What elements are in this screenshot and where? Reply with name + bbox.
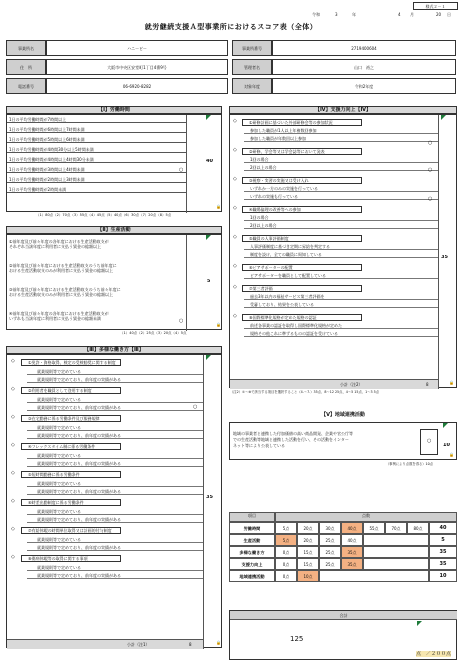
s4-item-mark: ◇ — [233, 284, 237, 290]
row-divider — [244, 220, 438, 221]
s4-item-7: ⑦第三者評価 — [242, 285, 362, 292]
s3-item-5-sub-1: 就業規則等で定めている — [37, 481, 81, 486]
s4-item-mark: ◇ — [233, 176, 237, 182]
s3-item-6-sub-2: 就業規則等で定めており、前年度の実績がある — [37, 517, 121, 522]
s4-header: 【Ⅳ】支援力向上【Ⅳ】 — [229, 106, 457, 114]
table-cell: 40点 — [341, 534, 363, 546]
table-cell: 25点 — [319, 558, 341, 570]
row-divider — [27, 494, 203, 495]
table-row-label: 労働時間 — [229, 522, 275, 534]
table-row-value: 35 — [429, 546, 457, 558]
s3-item-7: ⑦有給休暇の時間単位取得又は計画的付与制度 — [21, 527, 121, 534]
row-divider — [244, 141, 438, 142]
s2-row-2: ②前年度及び前々年度における生産活動収支のうち前年度に おける生産活動収支のみが利用者に支払う賃金の総額以上 — [9, 263, 117, 273]
table-cell: 25点 — [319, 546, 341, 558]
s3-item-1-sub-1: 就業規則等で定めている — [37, 369, 81, 374]
s3-item-2-sub-2: 就業規則等で定めており、前年度の実績がある — [37, 405, 121, 410]
s3-item-mark: ◇ — [11, 526, 15, 532]
row-divider — [244, 191, 438, 192]
table-cell: 25点 — [319, 534, 341, 546]
row-divider — [27, 430, 203, 431]
s3-item-8-sub-1: 就業規則等で定めている — [37, 565, 81, 570]
s4-item-5-sub-1: 人事評価制度に基づき定期に昇給を判定する — [250, 244, 330, 249]
address-label: 住 所 — [6, 59, 46, 75]
s2-row-1: ①前年度及び前々年度の各年度における生産活動収支が それぞれ当該年度に利用者に支払う賃金の総額以上 — [9, 239, 109, 249]
s1-row-3: 1日の平均労働時間が5時間以上6時間未満 — [7, 137, 186, 143]
row-divider — [27, 486, 203, 487]
row-divider — [244, 162, 438, 163]
s3-item-7-sub-1: 就業規則等で定めている — [37, 537, 81, 542]
s4-item-mark: ◇ — [233, 234, 237, 240]
table-cell: 5点 — [275, 522, 297, 534]
s4-item-1-sub-2: 参加した職員が年数回以上参加 — [250, 136, 306, 141]
cell-corner-marker — [206, 115, 211, 120]
s4-item-mark: ◇ — [233, 118, 237, 124]
s4-score: 35 — [441, 255, 448, 260]
s3-item-mark: ◇ — [11, 358, 15, 364]
name-value: ハニービー — [46, 40, 228, 56]
table-row-label: 地域連携活動 — [229, 570, 275, 582]
s3-item-6-sub-1: 就業規則等で定めている — [37, 509, 81, 514]
s2-row-3: ③前年度及び前々年度における生産活動収支のうち前々年度に おける生産活動収支のみが利用者に支払う賃金の総額以上 — [9, 287, 121, 297]
s1-row-1: 1日の平均労働時間が7時間以上 — [7, 117, 186, 123]
s2-check-mark: ○ — [179, 318, 184, 324]
total-max: 点 ／２００点 — [416, 651, 452, 657]
table-cell: 30点 — [319, 522, 341, 534]
s5-text-3: ネット等により公表している — [233, 443, 285, 448]
col-item-header: 項目 — [229, 512, 275, 522]
s1-header: 【Ⅰ】労働時間 — [6, 106, 222, 114]
s1-legend: （1）80点（2）70点（3）55点（4）45点（5）40点（6）30点（7）20点（8）5点 — [36, 213, 172, 217]
s4-check-mark: ○ — [428, 140, 433, 146]
address-value: 大阪市中央区安堂町1丁目4番9号 — [46, 59, 228, 75]
s4-check-mark: ○ — [428, 167, 433, 173]
row-divider — [27, 382, 203, 383]
s3-body — [6, 354, 222, 648]
table-cell: 70点 — [385, 522, 407, 534]
s2-body — [6, 234, 222, 330]
s4-item-5-sub-2: 制度を設け、全ての職員に周知している — [250, 252, 322, 257]
row-divider — [27, 466, 203, 467]
s1-rows — [7, 115, 187, 213]
table-cell: 15点 — [297, 546, 319, 558]
s3-item-mark: ◇ — [11, 386, 15, 392]
table-cell-empty — [363, 546, 429, 558]
row-divider — [27, 578, 203, 579]
s4-item-1: ①研修計画に基づいた外部研修会等の参加状況 — [242, 119, 362, 126]
s3-subtotal-label: 小計（注1） — [127, 642, 150, 647]
table-row-value: 5 — [429, 534, 457, 546]
year-label: 対象年度 — [232, 78, 272, 94]
s4-item-3: ③視察・実習の実施又は受け入れ — [242, 177, 362, 184]
row-divider — [244, 257, 438, 258]
table-cell: 20点 — [297, 522, 319, 534]
total-box — [229, 610, 457, 660]
date-year: 3 — [335, 12, 338, 17]
phone-value: 06-6920-8282 — [46, 78, 228, 94]
s4-item-5: ⑤職員の人事評価制度 — [242, 235, 362, 242]
s1-check-mark: ○ — [179, 167, 184, 173]
s4-item-8-sub-1: 前述各事業の認証を取得し国際標準化規格が定めた — [250, 323, 342, 328]
row-divider — [244, 328, 438, 329]
lock-icon: 🔒 — [216, 322, 221, 327]
name-label: 事業所名 — [6, 40, 46, 56]
table-row-value: 35 — [429, 558, 457, 570]
row-divider — [244, 299, 438, 300]
lock-icon: 🔒 — [216, 204, 221, 209]
info-right — [232, 40, 456, 94]
s4-subtotal-value: 8 — [426, 382, 429, 387]
s5-body — [229, 422, 457, 460]
s3-item-mark: ◇ — [11, 498, 15, 504]
table-cell: 20点 — [297, 534, 319, 546]
date-year-unit: 年 — [352, 12, 356, 17]
info-left — [6, 40, 228, 94]
table-row-label: 支援力向上 — [229, 558, 275, 570]
table-cell: 5点 — [275, 534, 297, 546]
manager-label: 管理者名 — [232, 59, 272, 75]
cell-corner-marker — [206, 235, 211, 240]
row-divider — [244, 336, 438, 337]
page-title: 就労継続支援Ａ型事業所におけるスコア表（全体） — [144, 23, 318, 31]
s1-body — [6, 114, 222, 212]
s4-body — [229, 114, 457, 388]
year-value: 令和2年度 — [272, 78, 456, 94]
s3-header: 【Ⅲ】多様な働き方【Ⅲ】 — [6, 346, 222, 354]
row-divider — [27, 514, 203, 515]
s4-item-6-sub-1: ピアサポーターを職員として配置している — [250, 273, 326, 278]
s4-item-4-sub-2: 2回以上の場合 — [250, 223, 277, 228]
s4-item-4: ④職場倫理の改善等への参加 — [242, 206, 362, 213]
s3-check-mark: ○ — [193, 404, 198, 410]
s2-row-4: ④前年度及び前々年度の各年度における生産活動収支が いずれも当該年度に利用者に支払う賃金の総額未満 — [9, 311, 109, 321]
row-divider — [27, 522, 203, 523]
s4-note: （注2）①～⑧で該当する項目を選択すること（4.～7.）35点、8～12 25点、4～5 15点、1～3 5点 — [230, 390, 380, 394]
s4-item-2: ②研修、学会等又は学会誌等において発表 — [242, 148, 362, 155]
s4-item-4-sub-1: 1回の場合 — [250, 215, 269, 220]
s3-item-8-sub-2: 就業規則等で定めており、前年度の実績がある — [37, 573, 121, 578]
table-row-label: 多様な働き方 — [229, 546, 275, 558]
s3-item-4-sub-1: 就業規則等で定めている — [37, 453, 81, 458]
s3-item-4: ④フレックスタイム制に係る労働条件 — [21, 443, 121, 450]
number-label: 事業所番号 — [232, 40, 272, 56]
s3-score: 35 — [206, 495, 213, 500]
table-cell: 35点 — [341, 546, 363, 558]
date-era: 令和 — [312, 12, 320, 17]
row-divider — [244, 228, 438, 229]
s4-item-2-sub-2: 2回以上の場合 — [250, 165, 277, 170]
row-divider — [244, 249, 438, 250]
table-cell: 0点 — [275, 570, 297, 582]
table-cell: 40点 — [341, 522, 363, 534]
cell-corner-marker — [443, 423, 448, 428]
s3-subtotal-row — [7, 639, 203, 649]
table-row-label: 生産活動 — [229, 534, 275, 546]
row-divider — [244, 307, 438, 308]
row-divider — [27, 410, 203, 411]
s5-text-2: での生産活動等地域と連携した活動を行い、その活動をインター — [233, 437, 349, 442]
s4-item-2-sub-1: 1回の場合 — [250, 157, 269, 162]
table-cell: 80点 — [407, 522, 429, 534]
s2-legend: （1）40点（2）25点（3）20点（4）5点 — [120, 331, 187, 335]
s4-check-mark: ○ — [428, 196, 433, 202]
row-divider — [244, 133, 438, 134]
s4-item-7-sub-1: 過去3年以内の福祉サービス第三者評価を — [250, 294, 325, 299]
row-divider — [27, 542, 203, 543]
row-divider — [27, 550, 203, 551]
s3-item-3-sub-2: 就業規則等で定めており、前年度の実績がある — [37, 433, 121, 438]
s4-item-3-sub-1: いずれか一方のみの実施を行っている — [250, 186, 318, 191]
s3-item-5: ⑤短時間勤務に係る労働条件 — [21, 471, 121, 478]
s4-item-6: ⑥ピアサポーターの配置 — [242, 264, 362, 271]
s4-item-mark: ◇ — [233, 263, 237, 269]
table-row-value: 40 — [429, 522, 457, 534]
sheet-tag: 様式２－１ — [413, 2, 458, 10]
s1-score: 40 — [206, 159, 213, 164]
s2-score: 5 — [207, 279, 211, 284]
s4-item-mark: ◇ — [233, 313, 237, 319]
total-value: 125 — [290, 635, 304, 643]
s4-subtotal-row — [230, 379, 438, 389]
total-label: 合計 — [230, 611, 457, 620]
row-divider — [244, 278, 438, 279]
s5-text-1: 地域の事業者と連携した付加価値の高い商品開発、企業や官公庁等 — [233, 431, 353, 436]
s1-row-4: 1日の平均労働時間が4時間30分以上5時間未満 — [7, 147, 186, 153]
s4-item-8: ⑧国際標準化規格が定めた規格の認証 — [242, 314, 362, 321]
s3-item-4-sub-2: 就業規則等で定めており、前年度の実績がある — [37, 461, 121, 466]
s3-item-1: ①免許・資格取得、検定の受検勧奨に関する制度 — [21, 359, 121, 366]
row-divider — [27, 438, 203, 439]
cell-corner-marker — [417, 621, 422, 626]
table-cell-empty — [319, 570, 429, 582]
number-value: 2719400604 — [272, 40, 456, 56]
s3-item-8: ⑧傷病休暇等の取得に関する事項 — [21, 555, 121, 562]
manager-value: 山口 裕之 — [272, 59, 456, 75]
row-divider — [27, 458, 203, 459]
table-cell: 15点 — [297, 558, 319, 570]
s1-row-5: 1日の平均労働時間が4時間以上4時間30分未満 — [7, 157, 186, 163]
s1-row-8: 1日の平均労働時間が2時間未満 — [7, 187, 186, 193]
table-cell: 35点 — [341, 558, 363, 570]
s4-item-8-sub-2: 規格その他これに準ずるものの認証を受けている — [250, 331, 338, 336]
row-divider — [27, 402, 203, 403]
summary-table — [229, 512, 457, 584]
s3-item-2-sub-1: 就業規則等で定めている — [37, 397, 81, 402]
s3-subtotal-value: 8 — [189, 642, 192, 647]
s4-item-3-sub-2: いずれの実施も行っている — [250, 194, 298, 199]
s3-item-mark: ◇ — [11, 554, 15, 560]
s5-legend: （事例により点数を得る）10点 — [386, 462, 434, 466]
date-month: 4 — [398, 12, 401, 17]
s3-item-1-sub-2: 就業規則等で定めており、前年度の実績がある — [37, 377, 121, 382]
s3-item-7-sub-2: 就業規則等で定めており、前年度の実績がある — [37, 545, 121, 550]
s5-check-box[interactable] — [420, 429, 438, 455]
row-divider — [27, 374, 203, 375]
s2-header: 【Ⅱ】生産活動 — [6, 226, 222, 234]
lock-icon: 🔒 — [449, 452, 454, 457]
s3-item-2: ②利用者を職員として登用する制度 — [21, 387, 121, 394]
s4-item-mark: ◇ — [233, 205, 237, 211]
table-cell: 55点 — [363, 522, 385, 534]
cell-corner-marker — [441, 115, 446, 120]
s4-subtotal-label: 小計（注2） — [340, 382, 363, 387]
s3-item-6: ⑥時差出勤制度に係る労働条件 — [21, 499, 121, 506]
date-month-unit: 月 — [410, 12, 414, 17]
date-day: 20 — [436, 12, 442, 17]
table-cell: 10点 — [297, 570, 319, 582]
s3-item-3-sub-1: 就業規則等で定めている — [37, 425, 81, 430]
table-cell-empty — [363, 534, 429, 546]
s5-header: 【Ⅴ】地域連携活動 — [229, 412, 457, 420]
s4-item-1-sub-1: 参加した職員が1人以上年複数回参加 — [250, 128, 317, 133]
phone-label: 電話番号 — [6, 78, 46, 94]
s5-score: 10 — [443, 443, 450, 448]
s3-item-5-sub-2: 就業規則等で定めており、前年度の実績がある — [37, 489, 121, 494]
s4-item-7-sub-2: 受審しており、結果を公表している — [250, 302, 314, 307]
table-cell: 0点 — [275, 546, 297, 558]
s3-item-mark: ◇ — [11, 442, 15, 448]
s1-row-7: 1日の平均労働時間が2時間以上3時間未満 — [7, 177, 186, 183]
s3-item-mark: ◇ — [11, 470, 15, 476]
cell-corner-marker — [206, 355, 211, 360]
lock-icon: 🔒 — [449, 380, 454, 385]
s3-item-mark: ◇ — [11, 414, 15, 420]
s5-check-mark: ○ — [427, 438, 432, 444]
s1-row-2: 1日の平均労働時間が6時間以上7時間未満 — [7, 127, 186, 133]
lock-icon: 🔒 — [216, 640, 221, 645]
table-cell: 0点 — [275, 558, 297, 570]
s4-item-mark: ◇ — [233, 147, 237, 153]
table-row-value: 10 — [429, 570, 457, 582]
col-score-header: 点数 — [275, 512, 457, 522]
table-cell-empty — [363, 558, 429, 570]
s3-item-3: ③在宅勤務に係る労働条件及び服務規律 — [21, 415, 121, 422]
s1-row-6: 1日の平均労働時間が3時間以上4時間未満 — [7, 167, 186, 173]
row-divider — [27, 570, 203, 571]
date-day-unit: 日 — [447, 12, 451, 17]
